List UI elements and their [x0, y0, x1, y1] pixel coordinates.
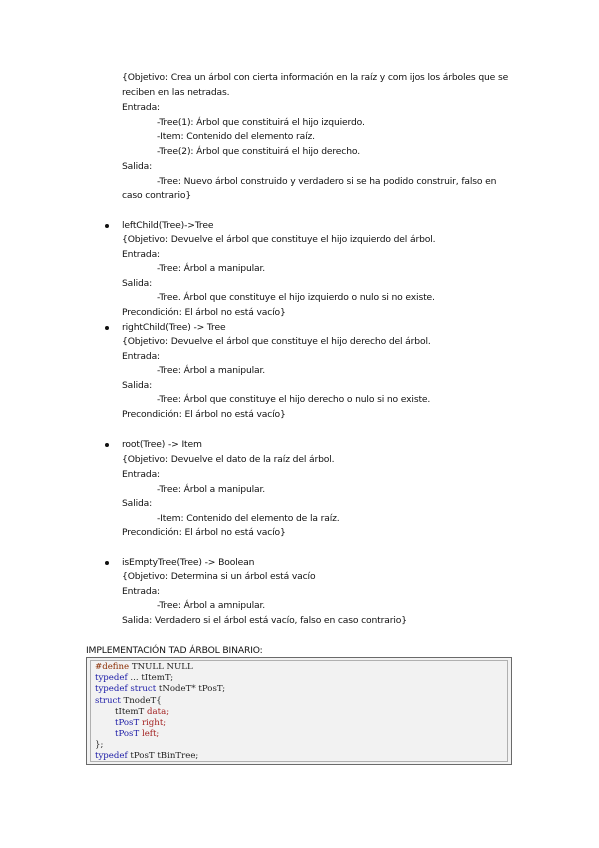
text-line: -Item: Contenido del elemento de la raíz.	[157, 513, 340, 524]
text-line: Entrada:	[122, 351, 160, 362]
text-line: {Objetivo: Crea un árbol con cierta información en la raíz y com ijos los árboles que se	[122, 72, 509, 83]
text-line: {Objetivo: Devuelve el dato de la raíz del árbol.	[122, 454, 335, 465]
text-line: reciben en las netradas.	[122, 87, 230, 98]
code-line-7: tPosT left;	[115, 729, 160, 739]
text-line: -Tree(1): Árbol que constituirá el hijo izquierdo.	[157, 117, 365, 128]
text-line: -Tree: Árbol a manipular.	[157, 365, 266, 376]
text-line: Salida:	[122, 161, 153, 172]
text-line: Entrada:	[122, 586, 160, 597]
text-line: leftChild(Tree)->Tree	[122, 220, 214, 231]
code-line-8: };	[95, 740, 104, 750]
text-line: Salida: Verdadero si el árbol está vacío, falso en caso contrario}	[122, 615, 407, 626]
text-line: rightChild(Tree) -> Tree	[122, 322, 226, 333]
text-line: Entrada:	[122, 102, 160, 113]
code-line-4: struct TnodeT{	[95, 696, 162, 706]
text-line: Precondición: El árbol no está vacío}	[122, 307, 286, 318]
code-block	[86, 657, 512, 765]
code-line-2: typedef ... tItemT;	[95, 673, 174, 683]
text-line: {Objetivo: Determina si un árbol está vacío	[122, 571, 316, 582]
text-line: -Tree. Árbol que constituye el hijo izquierdo o nulo si no existe.	[157, 292, 435, 303]
bullet-rightchild	[105, 326, 109, 330]
text-line: -Item: Contenido del elemento raíz.	[157, 131, 315, 142]
section-heading: IMPLEMENTACIÓN TAD ÁRBOL BINARIO:	[86, 645, 263, 656]
bullet-isemptytree	[105, 561, 109, 565]
text-line: -Tree: Árbol a manipular.	[157, 263, 266, 274]
code-line-5: tItemT data;	[115, 707, 170, 717]
text-line: Precondición: El árbol no está vacío}	[122, 409, 286, 420]
text-line: -Tree(2): Árbol que constituirá el hijo derecho.	[157, 146, 360, 157]
code-line-1: #define TNULL NULL	[95, 662, 193, 672]
text-line: -Tree: Árbol que constituye el hijo derecho o nulo si no existe.	[157, 394, 431, 405]
text-line: -Tree: Árbol a manipular.	[157, 484, 266, 495]
code-line-6: tPosT right;	[115, 718, 167, 728]
text-line: Salida:	[122, 498, 153, 509]
bullet-root	[105, 443, 109, 447]
text-line: root(Tree) -> Item	[122, 439, 202, 450]
code-line-3: typedef struct tNodeT* tPosT;	[95, 684, 226, 694]
text-line: {Objetivo: Devuelve el árbol que constituye el hijo derecho del árbol.	[122, 336, 431, 347]
text-line: -Tree: Nuevo árbol construido y verdadero si se ha podido construir, falso en	[157, 176, 497, 187]
text-line: Entrada:	[122, 469, 160, 480]
code-line-9: typedef tPosT tBinTree;	[95, 751, 199, 761]
text-line: -Tree: Árbol a amnipular.	[157, 600, 266, 611]
text-line: isEmptyTree(Tree) -> Boolean	[122, 557, 255, 568]
text-line: {Objetivo: Devuelve el árbol que constituye el hijo izquierdo del árbol.	[122, 234, 436, 245]
text-line: caso contrario}	[122, 190, 192, 201]
bullet-leftchild	[105, 224, 109, 228]
text-line: Salida:	[122, 278, 153, 289]
text-line: Entrada:	[122, 249, 160, 260]
code-block-inner	[90, 660, 508, 762]
text-line: Salida:	[122, 380, 153, 391]
text-line: Precondición: El árbol no está vacío}	[122, 527, 286, 538]
